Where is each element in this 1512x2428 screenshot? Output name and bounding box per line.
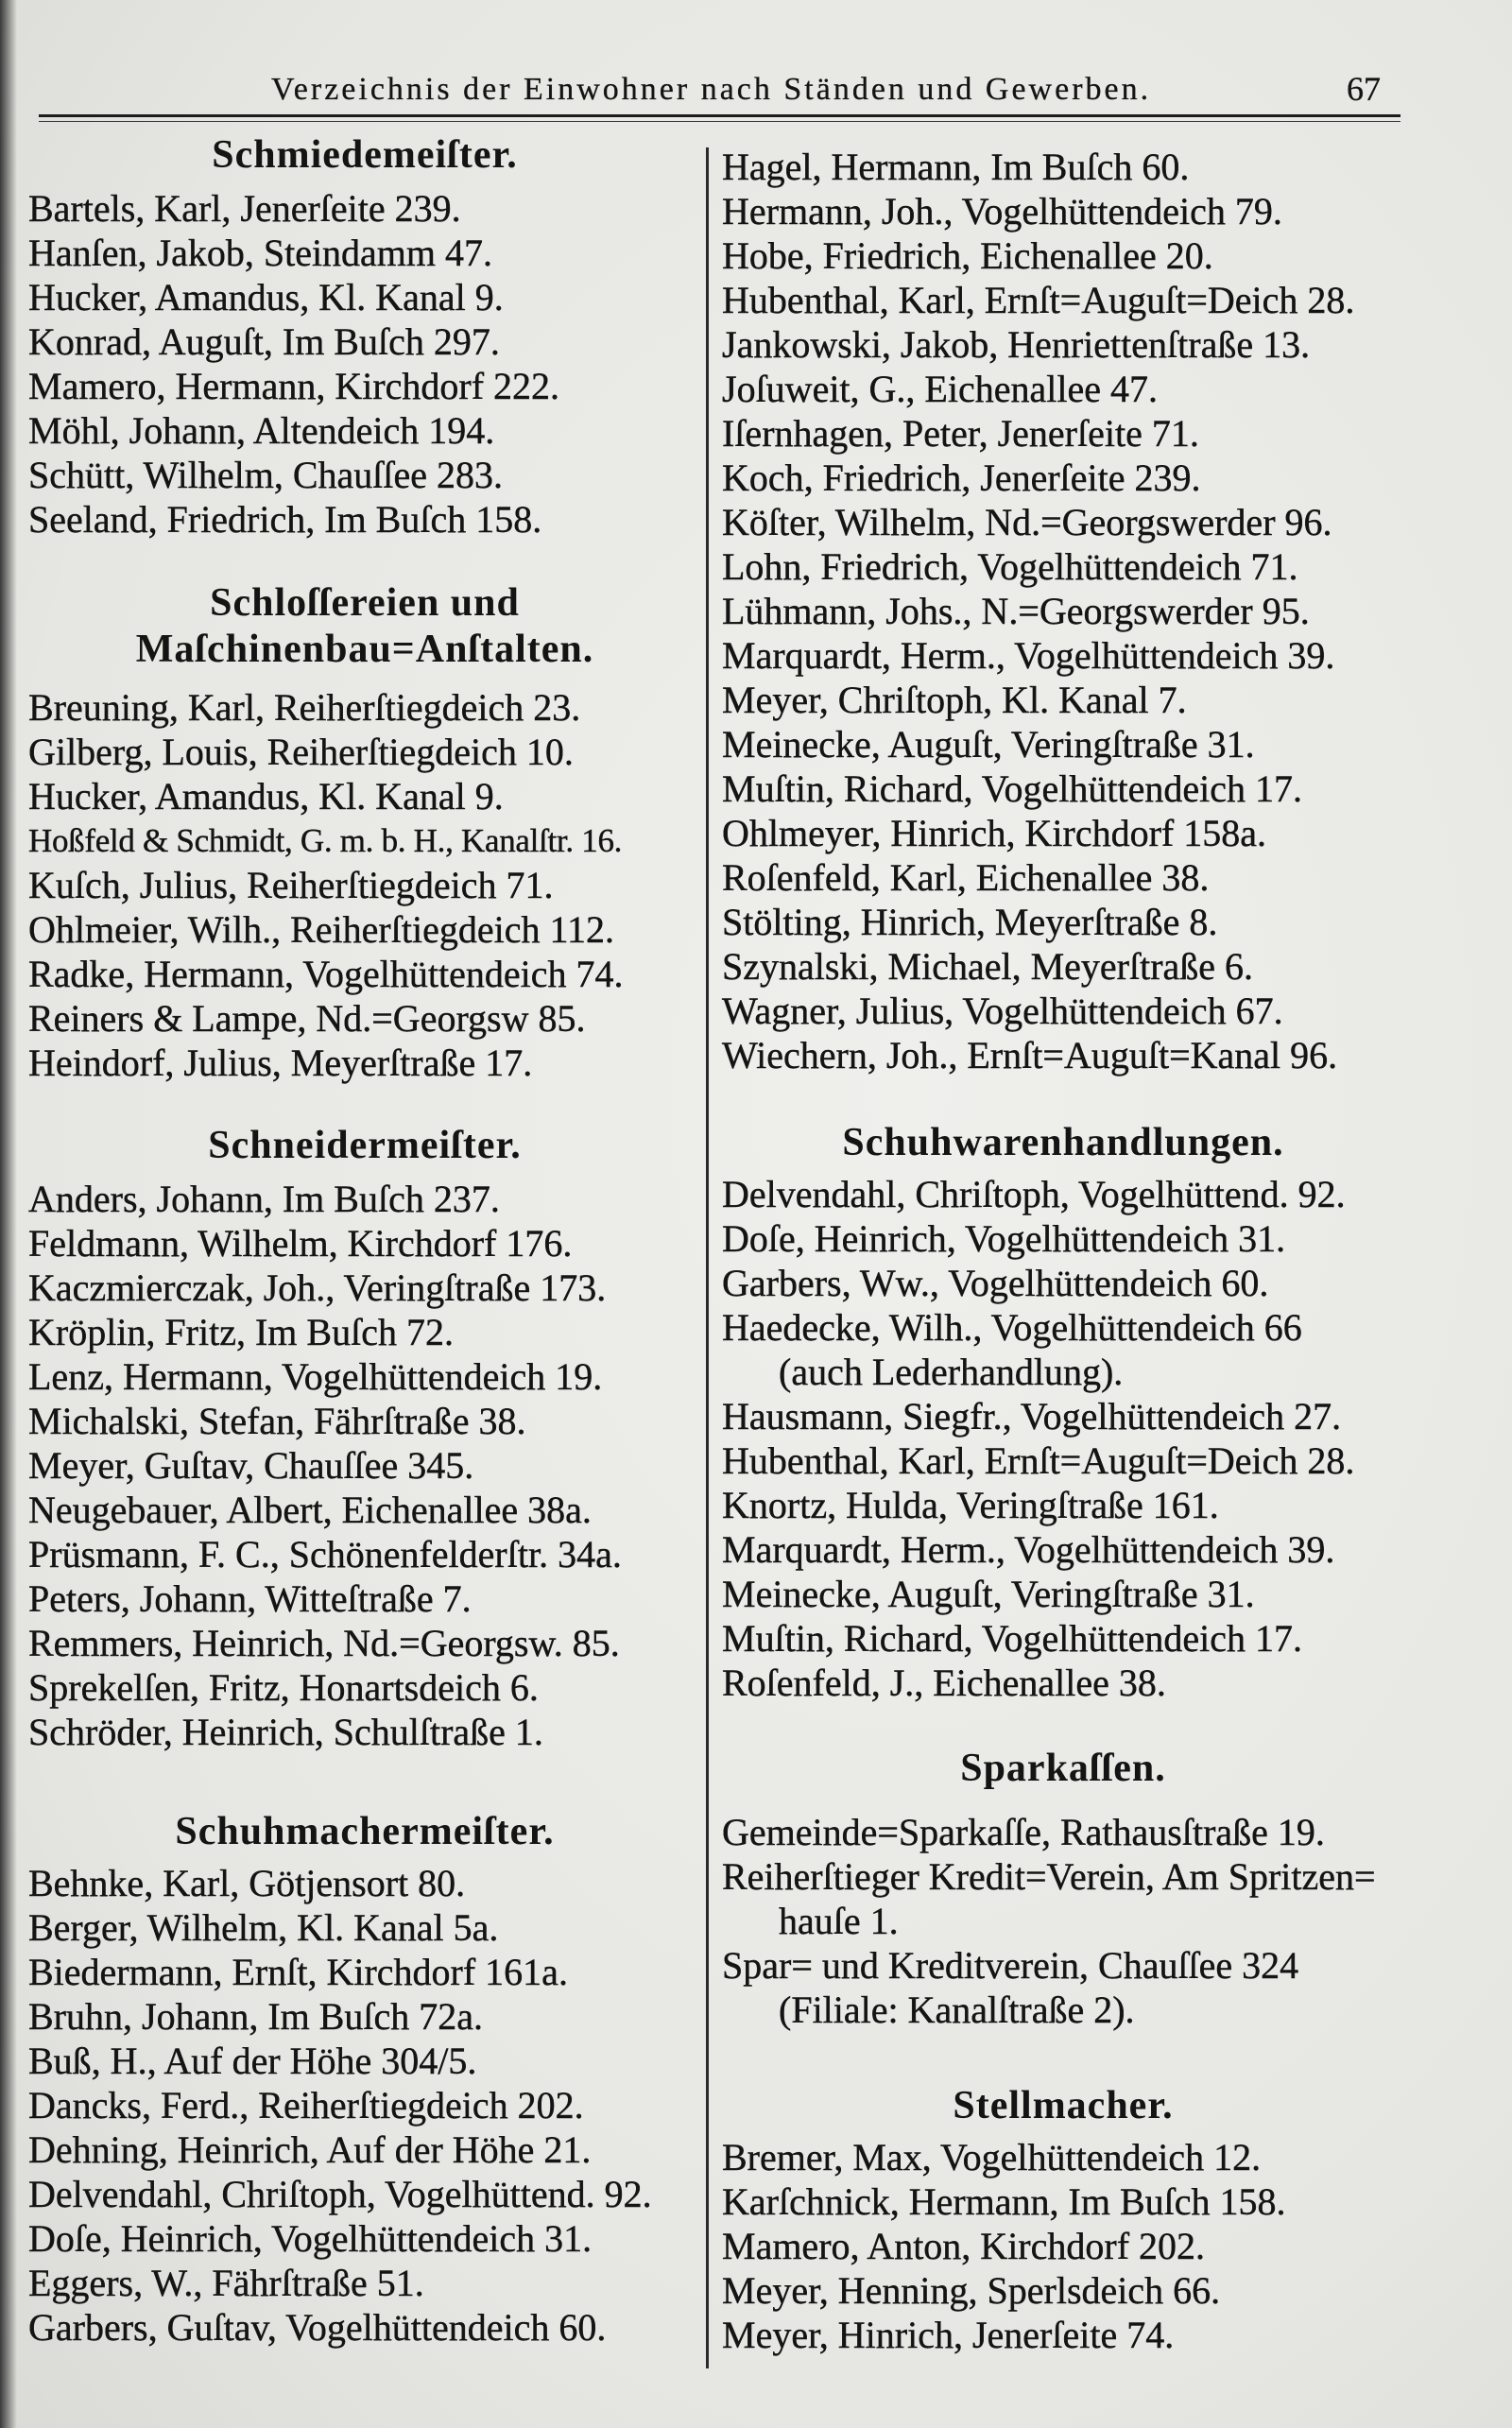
directory-entry: Hermann, Joh., Vogelhüttendeich 79. — [722, 190, 1282, 232]
directory-entry: Hucker, Amandus, Kl. Kanal 9. — [28, 276, 504, 319]
list-schneidermeister — [28, 1177, 701, 1754]
directory-entry-continuation: (auch Lederhandlung). — [779, 1351, 1124, 1393]
directory-entry: Gilberg, Louis, Reiherſtiegdeich 10. — [28, 731, 574, 773]
heading-stellmacher — [722, 2083, 1404, 2129]
directory-entry: Bruhn, Johann, Im Buſch 72a. — [28, 1995, 484, 2038]
directory-entry: Remmers, Heinrich, Nd.=Georgsw. 85. — [28, 1622, 620, 1664]
directory-entry: Garbers, Guſtav, Vogelhüttendeich 60. — [28, 2306, 607, 2349]
directory-entry: Hagel, Hermann, Im Buſch 60. — [722, 146, 1190, 188]
list-schuhmachermeister — [28, 1861, 701, 2350]
directory-entry: Bartels, Karl, Jenerſeite 239. — [28, 187, 461, 230]
section-heading: Maſchinenbau=Anſtalten. — [135, 628, 594, 671]
directory-entry: Wagner, Julius, Vogelhüttendeich 67. — [722, 990, 1283, 1032]
directory-entry: Spar= und Kreditverein, Chauſſee 324 — [722, 1944, 1299, 1987]
directory-entry-continuation: (Filiale: Kanalſtraße 2). — [779, 1989, 1135, 2031]
directory-entry: Bremer, Max, Vogelhüttendeich 12. — [722, 2136, 1262, 2178]
directory-entry: Lohn, Friedrich, Vogelhüttendeich 71. — [722, 545, 1298, 588]
heading-schmiedemeister — [28, 132, 701, 179]
directory-entry: Hubenthal, Karl, Ernſt=Auguſt=Deich 28. — [722, 1439, 1355, 1482]
directory-entry: Marquardt, Herm., Vogelhüttendeich 39. — [722, 634, 1335, 677]
heading-schuhwarenhandlungen — [722, 1120, 1404, 1166]
list-stellmacher — [722, 2135, 1404, 2357]
directory-entry: Anders, Johann, Im Buſch 237. — [28, 1178, 500, 1220]
directory-entry: Ohlmeier, Wilh., Reiherſtiegdeich 112. — [28, 908, 614, 951]
section-heading: Schuhwarenhandlungen. — [842, 1121, 1284, 1164]
directory-entry: Schröder, Heinrich, Schulſtraße 1. — [28, 1711, 543, 1753]
directory-entry: Kuſch, Julius, Reiherſtiegdeich 71. — [28, 864, 554, 906]
directory-entry: Koch, Friedrich, Jenerſeite 239. — [722, 456, 1201, 499]
list-schlossereien — [28, 685, 701, 1085]
directory-entry: Meinecke, Auguſt, Veringſtraße 31. — [722, 723, 1255, 766]
section-heading: Schuhmachermeiſter. — [175, 1810, 555, 1853]
directory-entry: Hucker, Amandus, Kl. Kanal 9. — [28, 775, 504, 818]
directory-entry: Peters, Johann, Witteſtraße 7. — [28, 1577, 472, 1620]
column-divider — [706, 147, 709, 2368]
list-schmiedemeister — [28, 186, 701, 542]
directory-entry: Szynalski, Michael, Meyerſtraße 6. — [722, 945, 1254, 988]
directory-entry: Biedermann, Ernſt, Kirchdorf 161a. — [28, 1951, 568, 1993]
directory-entry: Feldmann, Wilhelm, Kirchdorf 176. — [28, 1222, 573, 1265]
directory-entry: Meyer, Hinrich, Jenerſeite 74. — [722, 2314, 1175, 2356]
header-rule — [39, 114, 1400, 122]
directory-entry: Marquardt, Herm., Vogelhüttendeich 39. — [722, 1528, 1335, 1571]
directory-entry: Ohlmeyer, Hinrich, Kirchdorf 158a. — [722, 812, 1266, 854]
section-heading: Schneidermeiſter. — [208, 1124, 522, 1167]
directory-entry: Knortz, Hulda, Veringſtraße 161. — [722, 1484, 1219, 1526]
list-schuhmachermeister-continued — [722, 145, 1404, 1077]
directory-entry: Hanſen, Jakob, Steindamm 47. — [28, 232, 493, 274]
heading-schlossereien — [28, 580, 701, 673]
directory-entry: Seeland, Friedrich, Im Buſch 158. — [28, 498, 542, 541]
heading-schuhmachermeister — [28, 1809, 701, 1855]
directory-entry: Muſtin, Richard, Vogelhüttendeich 17. — [722, 767, 1303, 810]
directory-entry: Meyer, Henning, Sperlsdeich 66. — [722, 2269, 1221, 2312]
heading-sparkassen — [722, 1746, 1404, 1792]
directory-entry: Breuning, Karl, Reiherſtiegdeich 23. — [28, 686, 581, 729]
directory-entry: Jankowski, Jakob, Henriettenſtraße 13. — [722, 323, 1311, 366]
section-heading: Schmiedemeiſter. — [212, 133, 518, 177]
directory-entry: Schütt, Wilhelm, Chauſſee 283. — [28, 454, 504, 496]
directory-entry: Berger, Wilhelm, Kl. Kanal 5a. — [28, 1906, 499, 1949]
directory-entry: Eggers, W., Fährſtraße 51. — [28, 2262, 424, 2304]
directory-entry: Wiechern, Joh., Ernſt=Auguſt=Kanal 96. — [722, 1034, 1338, 1076]
directory-entry: Dancks, Ferd., Reiherſtiegdeich 202. — [28, 2084, 584, 2127]
section-heading: Stellmacher. — [953, 2084, 1174, 2127]
directory-entry: Hobe, Friedrich, Eichenallee 20. — [722, 234, 1213, 277]
section-heading: Schloſſereien und — [210, 581, 520, 625]
directory-entry: Behnke, Karl, Götjensort 80. — [28, 1862, 466, 1904]
directory-entry: Karſchnick, Hermann, Im Buſch 158. — [722, 2180, 1286, 2223]
directory-entry: Michalski, Stefan, Fährſtraße 38. — [28, 1400, 526, 1442]
section-heading: Sparkaſſen. — [960, 1747, 1166, 1790]
directory-entry: Roſenfeld, J., Eichenallee 38. — [722, 1662, 1166, 1704]
directory-entry: Stölting, Hinrich, Meyerſtraße 8. — [722, 901, 1218, 943]
directory-entry: Konrad, Auguſt, Im Buſch 297. — [28, 320, 500, 363]
directory-entry: Lühmann, Johs., N.=Georgswerder 95. — [722, 590, 1310, 632]
directory-entry: Doſe, Heinrich, Vogelhüttendeich 31. — [722, 1217, 1286, 1260]
directory-entry: Radke, Hermann, Vogelhüttendeich 74. — [28, 953, 624, 995]
directory-entry: Mamero, Anton, Kirchdorf 202. — [722, 2225, 1206, 2267]
page-number: 67 — [1347, 70, 1381, 108]
directory-entry: Möhl, Johann, Altendeich 194. — [28, 409, 495, 452]
directory-entry: Delvendahl, Chriſtoph, Vogelhüttend. 92. — [722, 1173, 1346, 1215]
directory-entry: Neugebauer, Albert, Eichenallee 38a. — [28, 1489, 592, 1531]
directory-entry: Hubenthal, Karl, Ernſt=Auguſt=Deich 28. — [722, 279, 1355, 321]
list-sparkassen — [722, 1810, 1404, 2032]
running-header-title: Verzeichnis der Einwohner nach Ständen und Gewerben. — [271, 72, 1152, 107]
directory-entry: Mamero, Hermann, Kirchdorf 222. — [28, 365, 560, 407]
directory-entry: Prüsmann, F. C., Schönenfelderſtr. 34a. — [28, 1533, 622, 1576]
directory-entry: Roſenfeld, Karl, Eichenallee 38. — [722, 856, 1210, 899]
directory-entry: Doſe, Heinrich, Vogelhüttendeich 31. — [28, 2217, 593, 2260]
directory-entry: Heindorf, Julius, Meyerſtraße 17. — [28, 1042, 533, 1084]
directory-entry: Meinecke, Auguſt, Veringſtraße 31. — [722, 1573, 1255, 1615]
directory-entry: Lenz, Hermann, Vogelhüttendeich 19. — [28, 1355, 603, 1398]
directory-entry: Joſuweit, G., Eichenallee 47. — [722, 368, 1158, 410]
directory-entry: Köſter, Wilhelm, Nd.=Georgswerder 96. — [722, 501, 1332, 543]
directory-entry: Reiners & Lampe, Nd.=Georgsw 85. — [28, 997, 586, 1040]
directory-entry: Delvendahl, Chriſtoph, Vogelhüttend. 92. — [28, 2173, 652, 2215]
directory-entry: Kröplin, Fritz, Im Buſch 72. — [28, 1311, 454, 1353]
directory-entry: Buß, H., Auf der Höhe 304/5. — [28, 2040, 477, 2082]
directory-entry: Garbers, Ww., Vogelhüttendeich 60. — [722, 1262, 1269, 1304]
directory-entry: Hoßfeld & Schmidt, G. m. b. H., Kanalſtr. 16. — [28, 822, 623, 859]
directory-entry-continuation: hauſe 1. — [779, 1900, 899, 1942]
directory-entry: Iſernhagen, Peter, Jenerſeite 71. — [722, 412, 1199, 455]
directory-entry: Meyer, Guſtav, Chauſſee 345. — [28, 1444, 474, 1487]
directory-entry: Dehning, Heinrich, Auf der Höhe 21. — [28, 2128, 592, 2171]
directory-entry: Sprekelſen, Fritz, Honartsdeich 6. — [28, 1666, 539, 1709]
directory-entry: Muſtin, Richard, Vogelhüttendeich 17. — [722, 1617, 1303, 1660]
page-edge-shadow — [0, 0, 17, 2428]
directory-entry: Gemeinde=Sparkaſſe, Rathausſtraße 19. — [722, 1811, 1325, 1853]
directory-entry: Kaczmierczak, Joh., Veringſtraße 173. — [28, 1266, 607, 1309]
directory-entry: Haedecke, Wilh., Vogelhüttendeich 66 — [722, 1306, 1302, 1349]
directory-entry: Hausmann, Siegfr., Vogelhüttendeich 27. — [722, 1395, 1342, 1438]
directory-entry: Meyer, Chriſtoph, Kl. Kanal 7. — [722, 679, 1187, 721]
heading-schneidermeister — [28, 1123, 701, 1169]
list-schuhwarenhandlungen — [722, 1172, 1404, 1705]
directory-entry: Reiherſtieger Kredit=Verein, Am Spritzen= — [722, 1855, 1376, 1898]
